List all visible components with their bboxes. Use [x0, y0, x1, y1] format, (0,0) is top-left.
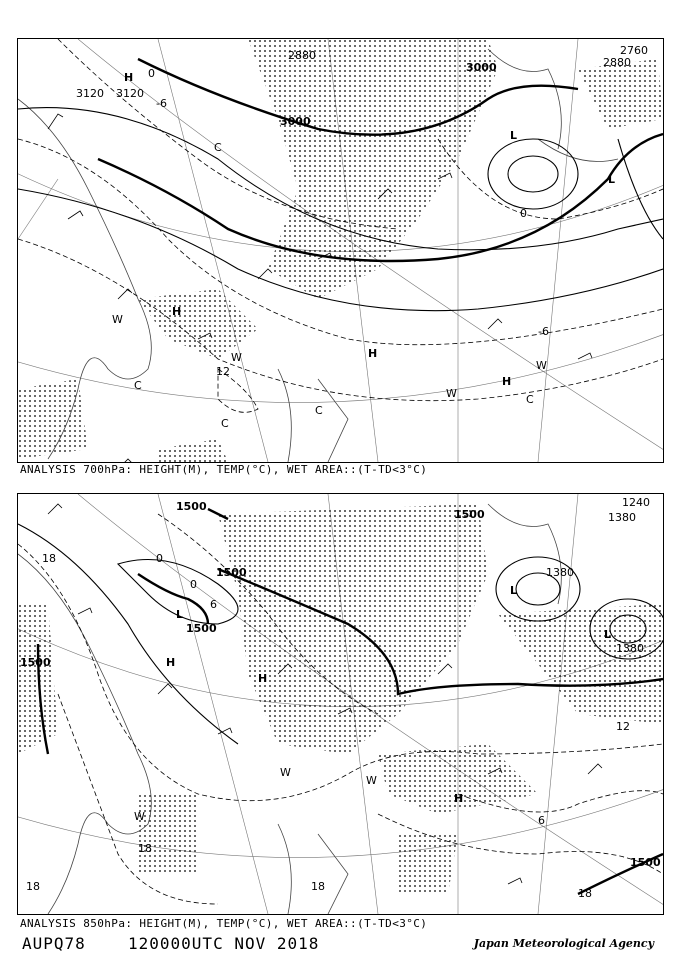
high-pressure-center: H	[172, 305, 182, 318]
height-label: 2880	[288, 49, 316, 62]
temperature-label: 6	[210, 598, 217, 611]
low-pressure-center: L	[176, 608, 184, 621]
cold-mark: C	[526, 393, 534, 406]
height-label: 1500	[186, 622, 217, 635]
temperature-label: 18	[42, 552, 56, 565]
height-label: 1380	[608, 511, 636, 524]
high-pressure-center: H	[258, 672, 268, 685]
height-label: 3000	[466, 61, 497, 74]
height-label: 1500	[216, 566, 247, 579]
map-850hpa	[18, 494, 663, 914]
warm-mark: W	[446, 387, 457, 400]
height-label: 1500	[630, 856, 661, 869]
temperature-label: 0	[156, 552, 163, 565]
temperature-label: 0	[190, 578, 197, 591]
height-label: 2760	[620, 44, 648, 57]
high-pressure-center: H	[166, 656, 176, 669]
temperature-label: 0	[148, 67, 155, 80]
temperature-label: -6	[538, 325, 549, 338]
height-label: 1500	[20, 656, 51, 669]
low-pressure-center: L	[510, 129, 518, 142]
high-pressure-center: H	[454, 792, 464, 805]
chart-700hpa	[17, 38, 664, 463]
low-pressure-center: L	[510, 584, 518, 597]
temperature-label: 18	[138, 842, 152, 855]
temperature-label: 12	[616, 720, 630, 733]
warm-mark: W	[134, 810, 145, 823]
height-label: 3000	[280, 115, 311, 128]
high-pressure-center: H	[124, 71, 134, 84]
low-pressure-center: L	[604, 628, 612, 641]
warm-mark: W	[112, 313, 123, 326]
cold-mark: C	[214, 141, 222, 154]
cold-mark: C	[315, 404, 323, 417]
high-pressure-center: H	[502, 375, 512, 388]
height-label: 3120	[116, 87, 144, 100]
height-label: 1500	[176, 500, 207, 513]
warm-mark: W	[536, 359, 547, 372]
agency-name: Japan Meteorological Agency	[473, 937, 654, 950]
height-label: 1500	[454, 508, 485, 521]
warm-mark: W	[366, 774, 377, 787]
temperature-label: 0	[520, 207, 527, 220]
bulletin-code: AUPQ78	[22, 934, 86, 953]
cold-mark: C	[134, 379, 142, 392]
temperature-label: 18	[26, 880, 40, 893]
low-pressure-center: L	[608, 173, 616, 186]
height-label: 2880	[603, 56, 631, 69]
caption-850hpa: ANALYSIS 850hPa: HEIGHT(M), TEMP(°C), WET AREA::(T-TD<3°C)	[20, 917, 428, 930]
temperature-label: 18	[311, 880, 325, 893]
height-label: 1380	[546, 566, 574, 579]
warm-mark: W	[231, 351, 242, 364]
temperature-label: 6	[538, 814, 545, 827]
high-pressure-center: H	[368, 347, 378, 360]
caption-700hpa: ANALYSIS 700hPa: HEIGHT(M), TEMP(°C), WET AREA::(T-TD<3°C)	[20, 463, 428, 476]
chart-850hpa	[17, 493, 664, 915]
map-700hpa	[18, 39, 663, 462]
temperature-label: 12	[216, 365, 230, 378]
temperature-label: 18	[578, 887, 592, 900]
height-label: 1380	[616, 642, 644, 655]
wet-areas	[18, 39, 663, 462]
height-label: 3120	[76, 87, 104, 100]
warm-mark: W	[280, 766, 291, 779]
analysis-time: 120000UTC NOV 2018	[128, 934, 320, 953]
temperature-label: -6	[156, 97, 167, 110]
height-label: 1240	[622, 496, 650, 509]
cold-mark: C	[221, 417, 229, 430]
